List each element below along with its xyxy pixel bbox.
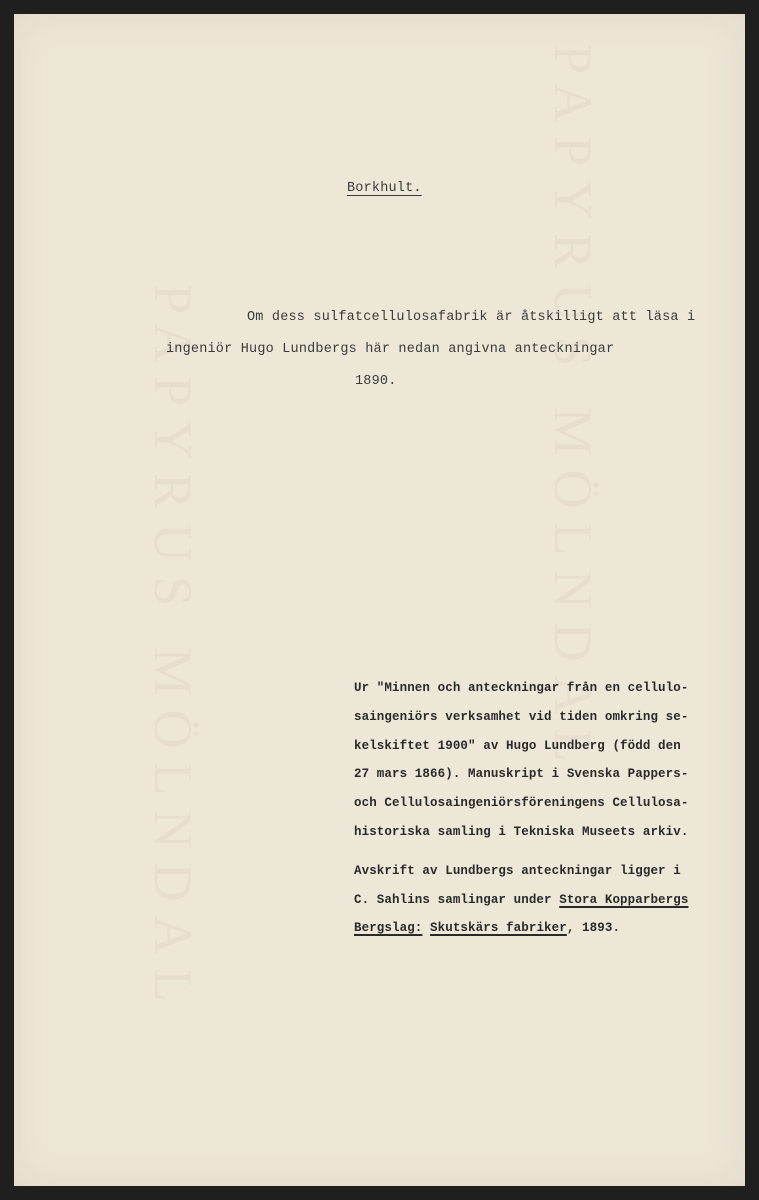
- skutskars-fabriker-underlined: Skutskärs fabriker: [430, 921, 567, 936]
- source-line-6: historiska samling i Tekniska Museets arkiv.: [354, 824, 689, 839]
- copy-line-3-sep: [422, 921, 430, 935]
- source-line-4: 27 mars 1866). Manuskript i Svenska Pappers-: [354, 767, 689, 782]
- copy-line-2-prefix: C. Sahlins samlingar under: [354, 892, 560, 907]
- intro-line-2: ingeniör Hugo Lundbergs här nedan angivna anteckningar: [166, 342, 615, 357]
- watermark-right: PAPYRUS MÖLNDAL: [543, 44, 603, 776]
- source-line-3: kelskiftet 1900" av Hugo Lundberg (född den: [354, 738, 681, 753]
- source-line-5: och Cellulosaingeniörsföreningens Cellulosa-: [354, 796, 689, 811]
- source-note: [354, 674, 726, 943]
- watermark-left: PAPYRUS MÖLNDAL: [143, 284, 203, 1016]
- source-line-2: saingeniörs verksamhet vid tiden omkring se-: [354, 709, 689, 724]
- bergslag-underlined: Bergslag:: [354, 921, 423, 936]
- document-year: 1890.: [355, 374, 397, 389]
- copy-line-3-suffix: , 1893.: [566, 921, 621, 936]
- intro-paragraph: [166, 302, 726, 366]
- stora-kopparbergs-underlined: Stora Kopparbergs: [559, 892, 689, 907]
- copy-line-1: Avskrift av Lundbergs anteckningar ligger i: [354, 863, 681, 878]
- document-title: Borkhult.: [347, 181, 422, 196]
- source-line-1: Ur "Minnen och anteckningar från en cellulo-: [354, 681, 689, 695]
- document-page: [14, 14, 745, 1186]
- copy-note-paragraph: [354, 857, 726, 943]
- intro-line-1: Om dess sulfatcellulosafabrik är åtskilligt att läsa i: [247, 310, 696, 325]
- source-note-paragraph: [354, 674, 726, 847]
